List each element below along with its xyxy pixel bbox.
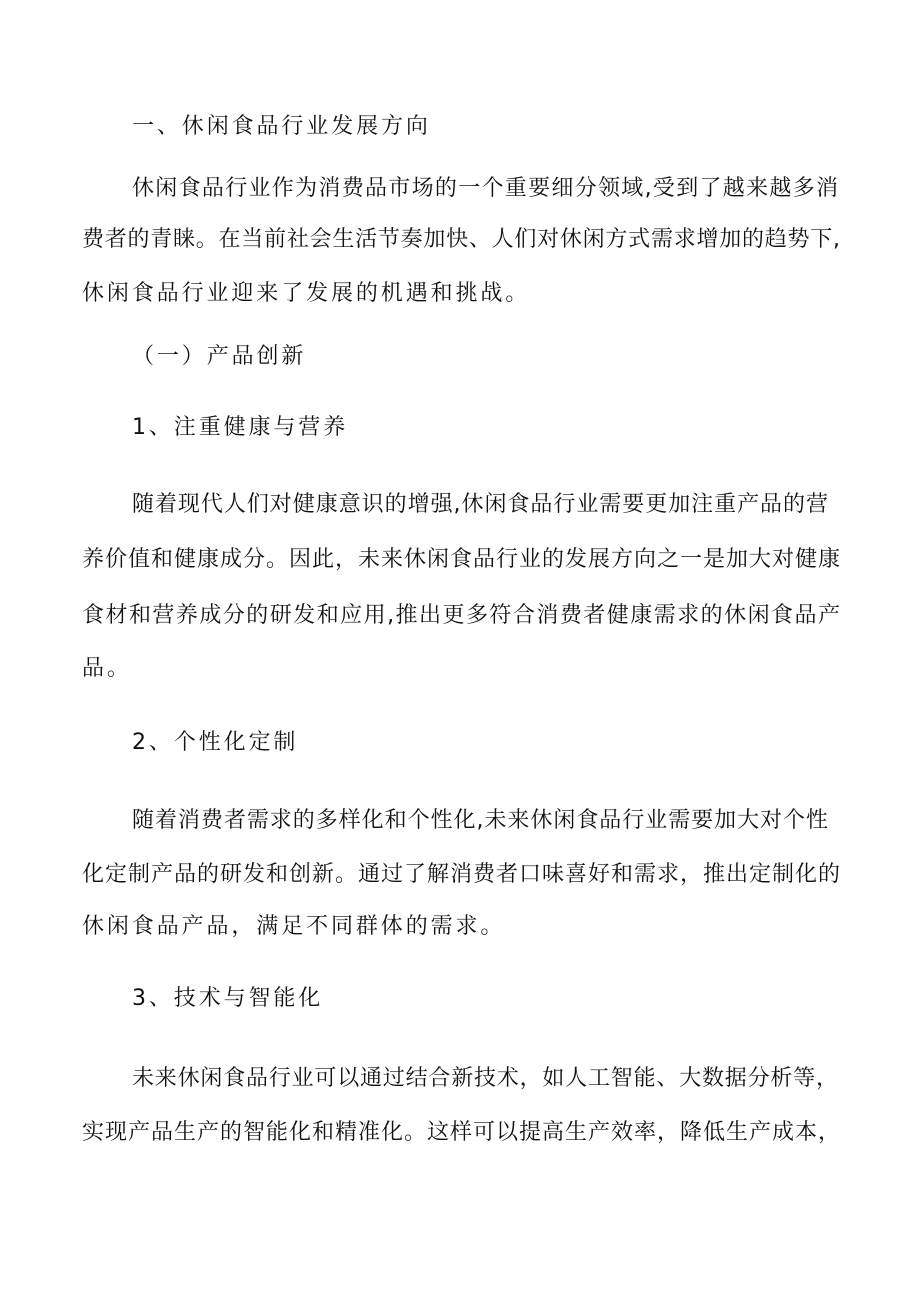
intro-paragraph-line-1: 休闲食品行业作为消费品市场的一个重要细分领域,受到了越来越多消 [132, 176, 838, 201]
technology-paragraph-line-2: 实现产品生产的智能化和精准化。这样可以提高生产效率，降低生产成本， [82, 1120, 840, 1145]
subsection-heading: （一）产品创新 [132, 344, 307, 369]
intro-paragraph-line-3: 休闲食品行业迎来了发展的机遇和挑战。 [82, 281, 531, 306]
customization-paragraph-line-3: 休闲食品产品，满足不同群体的需求。 [82, 914, 506, 939]
section-heading: 一、休闲食品行业发展方向 [132, 114, 431, 139]
health-paragraph-line-4: 品。 [82, 656, 132, 681]
intro-paragraph-line-2: 费者的青睐。在当前社会生活节奏加快、人们对休闲方式需求增加的趋势下, [82, 227, 840, 252]
item-heading-customization: 2、个性化定制 [132, 730, 299, 755]
item-heading-health: 1、注重健康与营养 [132, 415, 349, 440]
item-heading-technology: 3、技术与智能化 [132, 986, 324, 1011]
customization-paragraph-line-2: 化定制产品的研发和创新。通过了解消费者口味喜好和需求，推出定制化的 [82, 862, 840, 887]
technology-paragraph-line-1: 未来休闲食品行业可以通过结合新技术，如人工智能、大数据分析等， [132, 1066, 838, 1091]
health-paragraph-line-3: 食材和营养成分的研发和应用,推出更多符合消费者健康需求的休闲食品产 [82, 603, 840, 628]
health-paragraph-line-1: 随着现代人们对健康意识的增强,休闲食品行业需要更加注重产品的营 [132, 492, 828, 517]
health-paragraph-line-2: 养价值和健康成分。因此，未来休闲食品行业的发展方向之一是加大对健康 [82, 547, 840, 572]
customization-paragraph-line-1: 随着消费者需求的多样化和个性化,未来休闲食品行业需要加大对个性 [132, 808, 828, 833]
